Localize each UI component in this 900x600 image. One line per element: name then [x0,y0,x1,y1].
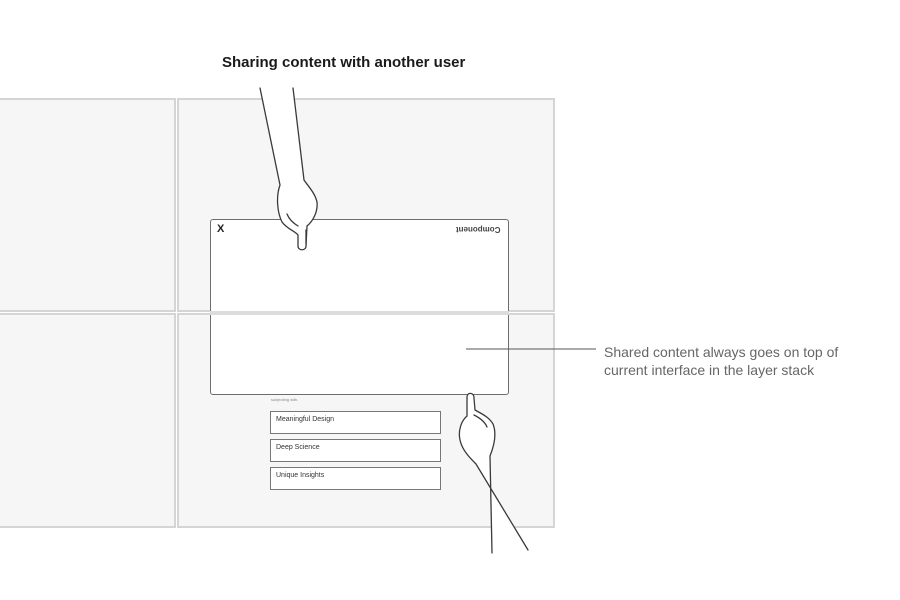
annotation-text: Shared content always goes on top of current interface in the layer stack [604,344,839,378]
option-card-unique-insights[interactable]: Unique Insights [270,467,441,490]
hand-icon [459,393,528,553]
underlying-text: subjecting with. [271,397,299,402]
close-icon[interactable]: X [217,223,225,235]
hand-icon [260,88,317,250]
option-card-deep-science[interactable]: Deep Science [270,439,441,462]
diagram-title: Sharing content with another user [222,54,466,71]
option-card-meaningful-design[interactable]: Meaningful Design [270,411,441,434]
component-label: Component [455,225,500,234]
